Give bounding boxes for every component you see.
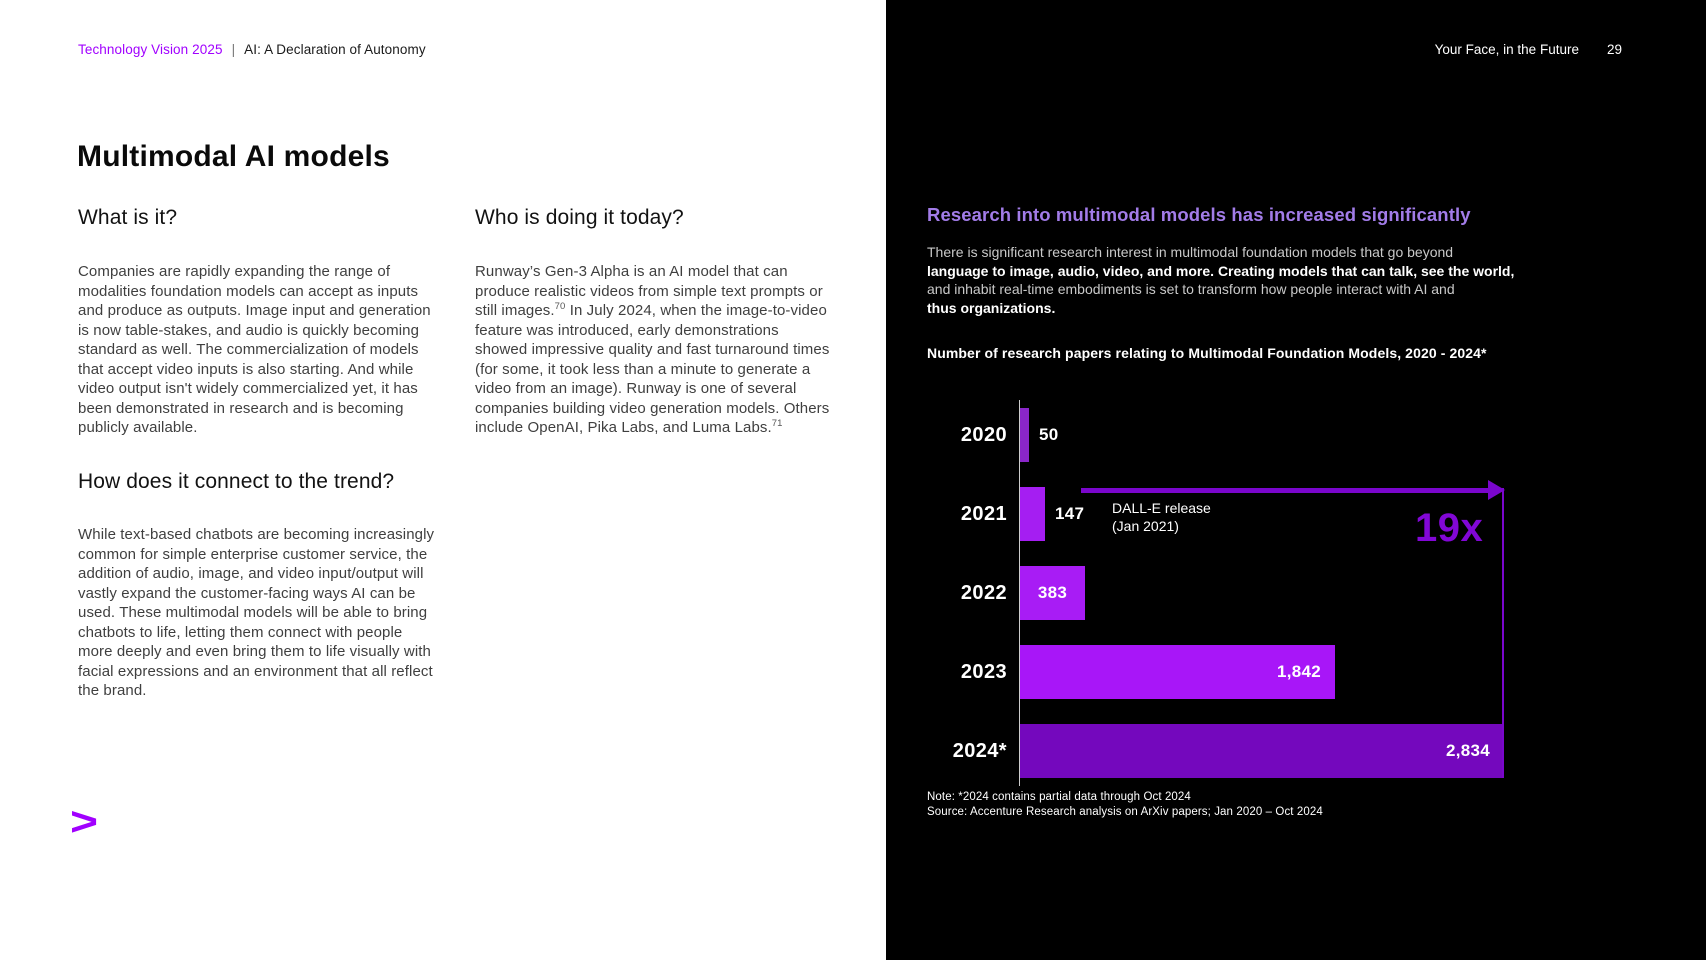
chart-rows <box>927 408 1667 803</box>
section-title: Your Face, in the Future <box>1434 42 1579 57</box>
intro-line: thus organizations. <box>927 299 1056 316</box>
annotation-line-1: DALL-E release <box>1112 500 1211 516</box>
chart-bar <box>1020 487 1045 541</box>
chart-row <box>927 566 1667 620</box>
page-number: 29 <box>1606 42 1622 57</box>
source-line: Source: Accenture Research analysis on ArXiv papers; Jan 2020 – Oct 2024 <box>927 806 1323 818</box>
chart-year-label: 2024* <box>952 740 1007 762</box>
connect-trend-heading: How does it connect to the trend? <box>78 470 395 493</box>
insight-panel <box>886 0 1706 960</box>
chart-title: Number of research papers relating to Multimodal Foundation Models, 2020 - 2024* <box>927 345 1487 361</box>
insight-intro <box>927 243 1514 317</box>
footnote-ref-70: 70 <box>554 301 566 312</box>
bar-chart <box>927 408 1667 778</box>
who-doing-paragraph <box>475 262 831 438</box>
intro-line: and inhabit real-time embodiments is set to transform how people interact with AI and <box>927 281 1455 297</box>
chart-row <box>927 645 1667 699</box>
dalle-release-annotation <box>1112 500 1211 535</box>
chart-year-label: 2020 <box>960 424 1007 446</box>
breadcrumb-separator: | <box>231 42 236 57</box>
insight-headline: Research into multimodal models has increased significantly <box>927 204 1471 225</box>
who-doing-heading: Who is doing it today? <box>475 206 684 229</box>
report-title: AI: A Declaration of Autonomy <box>244 42 426 57</box>
chart-footnotes <box>927 790 1323 820</box>
chart-row <box>927 724 1667 778</box>
chart-year-label: 2021 <box>960 503 1007 525</box>
chart-value-label: 2,834 <box>1445 741 1490 760</box>
intro-line: There is significant research interest in multimodal foundation models that go beyond <box>927 244 1454 260</box>
chart-bar <box>1020 645 1335 699</box>
who-text-2: In July 2024, when the image-to-video feature was introduced, early demonstrations showed impressive quality and fast turnaround times (for some, it took less than a minute to generate a video from an image). Runway is one of several companies building video generation models. Others include OpenAI, Pika Labs, and Luma Labs. <box>475 302 830 436</box>
what-is-it-heading: What is it? <box>78 206 178 229</box>
running-header <box>1435 42 1622 57</box>
intro-line: language to image, audio, video, and more. Creating models that can talk, see the world, <box>927 262 1515 279</box>
footnote-ref-71: 71 <box>771 418 783 429</box>
chart-bar <box>1020 566 1085 620</box>
who-text-1: Runway’s Gen-3 Alpha is an AI model that can produce realistic videos from simple text prompts or still images. <box>475 263 823 319</box>
chart-value-label: 147 <box>1055 504 1085 523</box>
growth-arrow-line <box>1081 488 1488 493</box>
connect-trend-paragraph: While text-based chatbots are becoming increasingly common for simple enterprise customer service, the addition of audio, image, and video input/output will vastly expand the customer-facing ways AI can be used. These multimodal models will be able to bring chatbots to life, letting them connect with people more deeply and even bring them to life visually with facial expressions and an environment that all reflect the brand. <box>78 526 435 699</box>
page-title: Multimodal AI models <box>77 140 390 173</box>
chart-year-label: 2022 <box>960 582 1007 604</box>
chart-value-label: 383 <box>1037 583 1068 602</box>
chart-value-label: 1,842 <box>1276 662 1321 681</box>
growth-multiplier-label: 19x <box>1415 506 1484 550</box>
note-line: Note: *2024 contains partial data through Oct 2024 <box>927 791 1191 803</box>
chart-row <box>927 487 1667 541</box>
breadcrumb <box>78 42 426 57</box>
annotation-line-2: (Jan 2021) <box>1112 517 1179 534</box>
chart-bar <box>1020 724 1504 778</box>
report-brand: Technology Vision 2025 <box>78 42 223 57</box>
what-is-it-paragraph: Companies are rapidly expanding the range of modalities foundation models can accept as inputs and produce as outputs. Image input and generation is now table-stakes, and audio is quickly becoming standard as well. The commercialization of models that accept video inputs is also starting. And while video output isn't widely commercialized yet, it has been demonstrated in research and is becoming publicly available. <box>78 263 431 436</box>
chart-bar <box>1020 408 1029 462</box>
chart-row <box>927 408 1667 462</box>
chart-year-label: 2023 <box>960 661 1007 683</box>
accenture-logo: > <box>70 800 99 844</box>
growth-arrow-dropline <box>1502 488 1504 778</box>
chart-value-label: 50 <box>1039 425 1059 444</box>
